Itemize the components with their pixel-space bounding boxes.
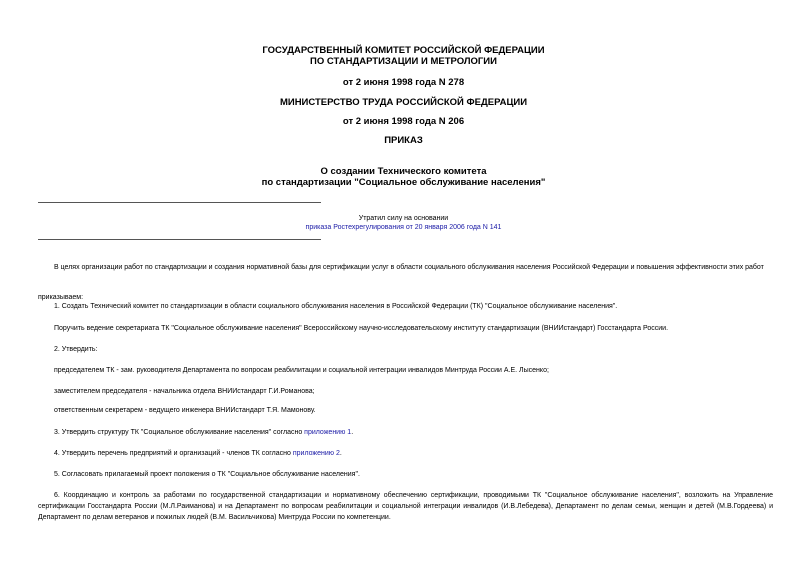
committee-name-line1: ГОСУДАРСТВЕННЫЙ КОМИТЕТ РОССИЙСКОЙ ФЕДЕРАЦИИ: [262, 45, 545, 56]
intro-paragraph: В целях организации работ по стандартизации и создания нормативной базы для сертификации услуг в области социального обслуживания населения Российской Федерации и повышения эффективности этих работ: [54, 264, 764, 271]
item-2-secretary: ответственным секретарем - ведущего инженера ВНИИстандарт Т.Я. Мамонову.: [54, 407, 316, 414]
status-note: Утратил силу на основании: [358, 215, 449, 222]
document-title-line2: по стандартизации "Социальное обслуживание населения": [261, 177, 546, 188]
appendix-1-link[interactable]: приложению 1: [304, 429, 352, 436]
committee-order-date: от 2 июня 1998 года N 278: [342, 77, 465, 88]
divider-bottom: [38, 239, 321, 240]
divider-top: [38, 202, 321, 203]
item-5-regulation: 5. Согласовать прилагаемый проект положения о ТК "Социальное обслуживание населения".: [54, 471, 360, 478]
committee-name-line2: ПО СТАНДАРТИЗАЦИИ И МЕТРОЛОГИИ: [310, 56, 497, 67]
item-1-create-committee: 1. Создать Технический комитет по стандартизации в области социального обслуживания населения в Российской Федерации (ТК) "Социальное обслуживание населения".: [54, 303, 618, 310]
item-3-structure: 3. Утвердить структуру ТК "Социальное обслуживание населения" согласно приложению 1.: [54, 429, 354, 436]
item-2-deputy: заместителем председателя - начальника отдела ВНИИстандарт Г.И.Романова;: [54, 388, 315, 395]
ministry-name: МИНИСТЕРСТВО ТРУДА РОССИЙСКОЙ ФЕДЕРАЦИИ: [279, 97, 528, 108]
order-word: приказываем:: [38, 294, 84, 301]
item-2-approve: 2. Утвердить:: [54, 346, 98, 353]
document-title-line1: О создании Технического комитета: [320, 166, 487, 177]
item-1-secretariat: Поручить ведение секретариата ТК "Социальное обслуживание населения" Всероссийскому научно-исследовательскому институту стандартизации (ВНИИстандарт) Госстандарта России.: [54, 325, 669, 332]
item-6-coordination: 6. Координацию и контроль за работами по государственной стандартизации и нормативному обеспечению сертификации, проводимыми ТК "Социальное обслуживание населения", возложить на Управление сертификации Госстандарта России (М.Л.Раиманова) и на Департамент по вопросам реабилитации и социальной интеграции инвалидов (И.В.Лебедева), Департамент по делам семьи, женщин и детей (М.В.Гордеева) и Департамент по делам ветеранов и пожилых людей (В.М. Васильчикова) Минтруда России по компетенции.: [38, 492, 773, 521]
document-type: ПРИКАЗ: [384, 135, 423, 146]
repeal-order-link[interactable]: приказа Ростехрегулирования от 20 января 2006 года N 141: [305, 224, 502, 231]
appendix-2-link[interactable]: приложению 2: [292, 450, 340, 457]
item-4-members: 4. Утвердить перечень предприятий и организаций - членов ТК согласно приложению 2.: [54, 450, 342, 457]
item-2-chairman: председателем ТК - зам. руководителя Департамента по вопросам реабилитации и социальной интеграции инвалидов Минтруда России А.Е. Лысенко;: [54, 367, 549, 374]
ministry-order-date: от 2 июня 1998 года N 206: [342, 116, 465, 127]
